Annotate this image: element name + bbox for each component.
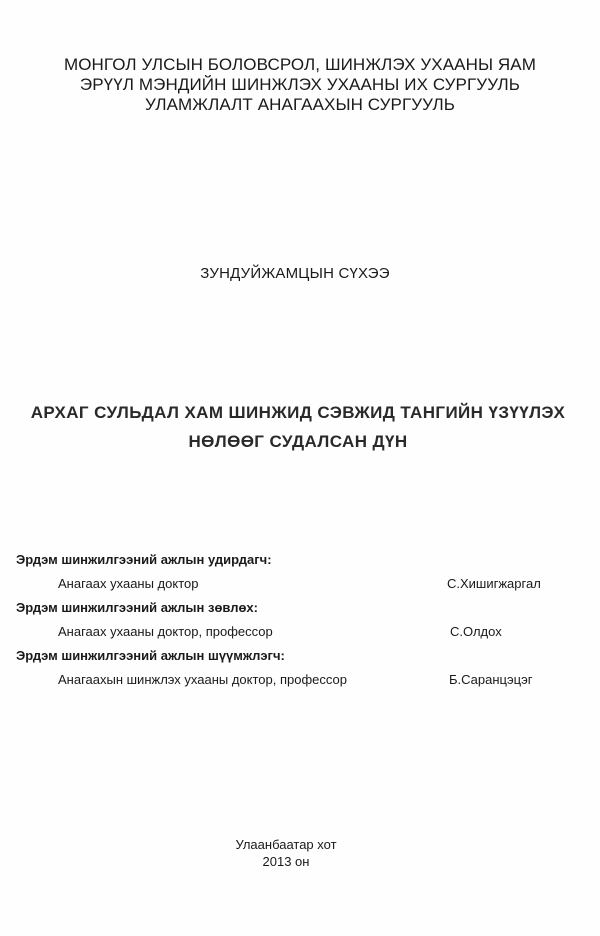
advisor-degree: Анагаах ухааны доктор, профессор <box>58 624 273 639</box>
advisor-entry <box>16 623 586 647</box>
supervisor-role: Эрдэм шинжилгээний ажлын удирдагч: <box>16 552 272 567</box>
city: Улаанбаатар хот <box>235 837 337 852</box>
advisor-name: С.Олдох <box>450 624 502 639</box>
supervisor-degree: Анагаах ухааны доктор <box>58 576 199 591</box>
supervisor-entry <box>16 575 586 599</box>
institution-university: ЭРҮҮЛ МЭНДИЙН ШИНЖЛЭХ УХААНЫ ИХ СУРГУУЛЬ <box>79 75 521 94</box>
reviewer-entry <box>16 671 586 695</box>
institution-school: УЛАМЖЛАЛТ АНАГААХЫН СУРГУУЛЬ <box>144 95 455 114</box>
institution-header <box>0 55 600 115</box>
supervisor-name: С.Хишигжаргал <box>447 576 541 591</box>
thesis-title-line-1: АРХАГ СУЛЬДАЛ ХАМ ШИНЖИД СЭВЖИД ТАНГИЙН ҮЗҮҮЛЭХ <box>30 403 566 422</box>
year: 2013 он <box>262 854 310 869</box>
place-and-year <box>0 836 572 870</box>
reviewer-name: Б.Саранцэцэг <box>449 672 533 687</box>
supervisors-section <box>16 551 586 695</box>
advisor-role: Эрдэм шинжилгээний ажлын зөвлөх: <box>16 600 258 615</box>
author-name: ЗУНДУЙЖАМЦЫН СҮХЭЭ <box>200 265 390 282</box>
thesis-title <box>0 398 596 456</box>
institution-ministry: МОНГОЛ УЛСЫН БОЛОВСРОЛ, ШИНЖЛЭХ УХААНЫ ЯАМ <box>63 55 537 74</box>
reviewer-degree: Анагаахын шинжлэх ухааны доктор, профессор <box>58 672 348 687</box>
reviewer-role: Эрдэм шинжилгээний ажлын шүүмжлэгч: <box>16 648 285 663</box>
thesis-title-line-2: НӨЛӨӨГ СУДАЛСАН ДҮН <box>188 432 408 451</box>
